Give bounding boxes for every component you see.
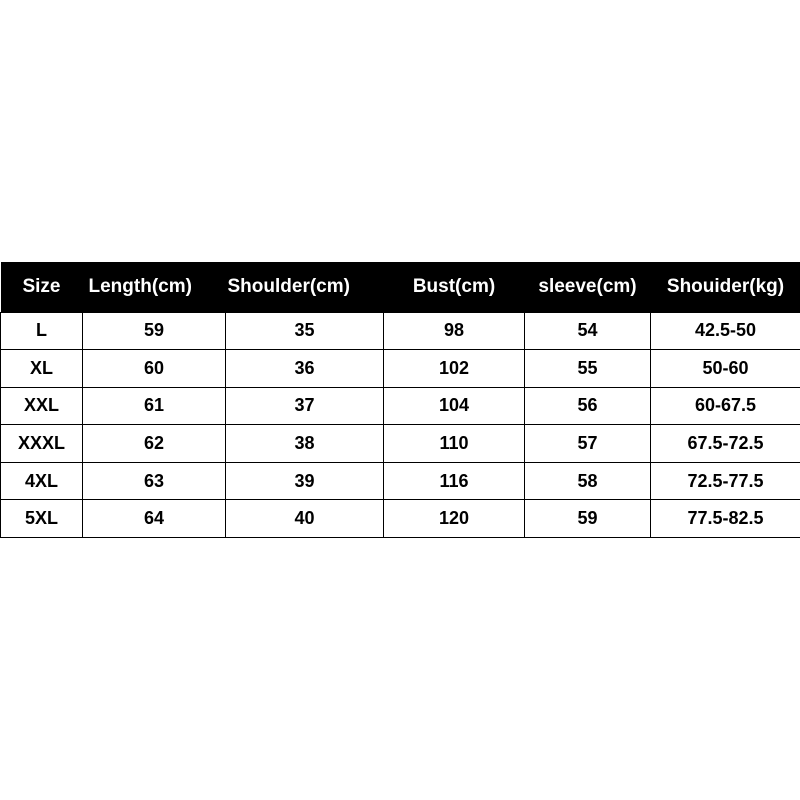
cell-shoulder: 38 [226,425,384,463]
cell-length: 59 [83,312,226,350]
cell-bust: 116 [384,462,525,500]
cell-length: 60 [83,350,226,388]
table-row [1,350,800,388]
header-size: Size [22,275,61,297]
cell-sleeve: 58 [525,462,651,500]
table-row [1,387,800,425]
cell-sleeve: 55 [525,350,651,388]
header-row [1,262,800,312]
header-shoulder: Shoulder(cm) [227,275,350,297]
cell-shoulder: 35 [226,312,384,350]
cell-sleeve: 56 [525,387,651,425]
cell-size: XXXL [1,425,83,463]
cell-size: 4XL [1,462,83,500]
cell-weight: 77.5-82.5 [651,500,800,538]
cell-sleeve: 54 [525,312,651,350]
cell-sleeve: 59 [525,500,651,538]
header-weight: Shouider(kg) [666,275,785,297]
cell-shoulder: 36 [226,350,384,388]
cell-length: 61 [83,387,226,425]
cell-bust: 102 [384,350,525,388]
cell-weight: 67.5-72.5 [651,425,800,463]
cell-shoulder: 40 [226,500,384,538]
cell-weight: 42.5-50 [651,312,800,350]
table-row [1,500,800,538]
table-row [1,312,800,350]
cell-bust: 110 [384,425,525,463]
cell-bust: 104 [384,387,525,425]
table-row [1,425,800,463]
cell-weight: 50-60 [651,350,800,388]
header-sleeve: sleeve(cm) [538,275,637,297]
cell-size: 5XL [1,500,83,538]
cell-length: 62 [83,425,226,463]
cell-bust: 120 [384,500,525,538]
cell-size: XL [1,350,83,388]
cell-length: 63 [83,462,226,500]
size-chart-table [0,262,800,538]
cell-size: L [1,312,83,350]
cell-size: XXL [1,387,83,425]
cell-sleeve: 57 [525,425,651,463]
cell-shoulder: 39 [226,462,384,500]
cell-weight: 60-67.5 [651,387,800,425]
cell-weight: 72.5-77.5 [651,462,800,500]
header-length: Length(cm) [88,275,192,297]
header-bust: Bust(cm) [412,275,496,297]
cell-length: 64 [83,500,226,538]
cell-shoulder: 37 [226,387,384,425]
cell-bust: 98 [384,312,525,350]
table-row [1,462,800,500]
